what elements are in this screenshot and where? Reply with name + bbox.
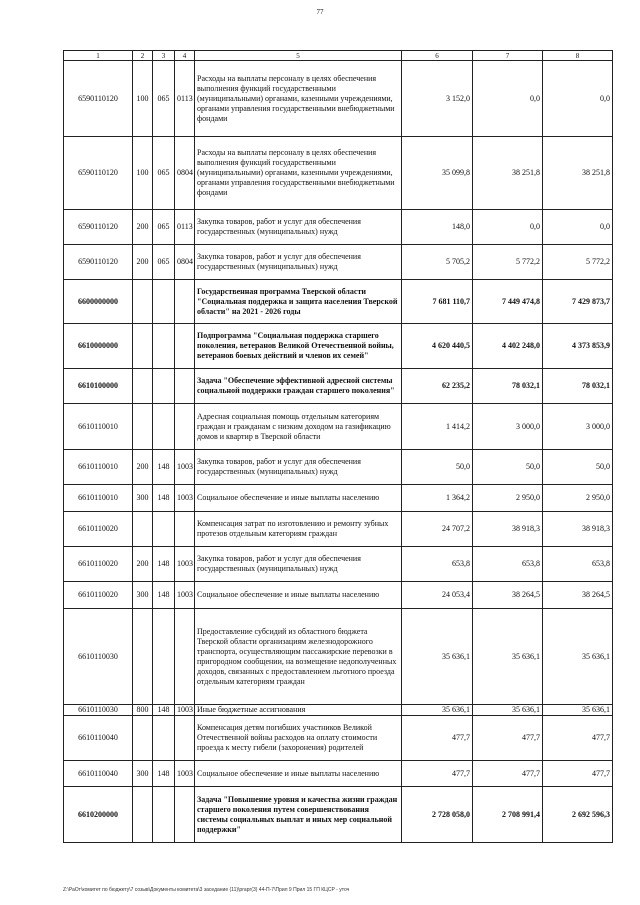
table-body <box>64 61 613 843</box>
description-cell: Иные бюджетные ассигнования <box>195 705 402 716</box>
department-code-cell <box>153 280 175 324</box>
amount-2026-cell: 50,0 <box>543 450 613 485</box>
amount-2026-cell: 4 373 853,9 <box>543 324 613 369</box>
department-code-cell <box>153 609 175 705</box>
amount-2026-cell: 3 000,0 <box>543 404 613 450</box>
amount-2026-cell: 0,0 <box>543 210 613 245</box>
budget-code-cell: 6590110120 <box>64 210 133 245</box>
header-cell: 5 <box>195 51 402 61</box>
expense-type-cell <box>133 787 153 843</box>
header-cell: 2 <box>133 51 153 61</box>
amount-2026-cell: 7 429 873,7 <box>543 280 613 324</box>
section-code-cell <box>175 324 195 369</box>
department-code-cell: 148 <box>153 450 175 485</box>
section-code-cell: 1003 <box>175 582 195 609</box>
header-cell: 4 <box>175 51 195 61</box>
department-code-cell <box>153 404 175 450</box>
description-cell: Закупка товаров, работ и услуг для обеспечения государственных (муниципальных) нужд <box>195 245 402 280</box>
table-row <box>64 61 613 137</box>
amount-2025-cell: 78 032,1 <box>473 369 543 404</box>
amount-2024-cell: 1 414,2 <box>402 404 473 450</box>
budget-code-cell: 6610110010 <box>64 450 133 485</box>
table-row <box>64 547 613 582</box>
expense-type-cell: 200 <box>133 210 153 245</box>
header-cell: 6 <box>402 51 473 61</box>
section-code-cell <box>175 787 195 843</box>
amount-2025-cell: 35 636,1 <box>473 609 543 705</box>
amount-2026-cell: 0,0 <box>543 61 613 137</box>
department-code-cell: 148 <box>153 485 175 512</box>
budget-code-cell: 6600000000 <box>64 280 133 324</box>
budget-code-cell: 6610100000 <box>64 369 133 404</box>
description-cell: Адресная социальная помощь отдельным категориям граждан и гражданам с низким доходом на газификацию домов и квартир в Тверской области <box>195 404 402 450</box>
expense-type-cell: 100 <box>133 61 153 137</box>
amount-2026-cell: 38 918,3 <box>543 512 613 547</box>
department-code-cell: 148 <box>153 705 175 716</box>
expense-type-cell: 200 <box>133 245 153 280</box>
section-code-cell <box>175 716 195 761</box>
page-number: 77 <box>316 8 324 16</box>
table-header <box>64 51 613 61</box>
amount-2026-cell: 78 032,1 <box>543 369 613 404</box>
table-row <box>64 485 613 512</box>
amount-2026-cell: 2 692 596,3 <box>543 787 613 843</box>
section-code-cell: 1003 <box>175 761 195 787</box>
budget-table <box>63 50 613 843</box>
table-row <box>64 404 613 450</box>
table-row <box>64 450 613 485</box>
amount-2024-cell: 24 707,2 <box>402 512 473 547</box>
amount-2026-cell: 35 636,1 <box>543 609 613 705</box>
budget-code-cell: 6610110030 <box>64 705 133 716</box>
expense-type-cell: 200 <box>133 450 153 485</box>
footer-path: Z:\РаОт\комитет по бюджету\7 созыв\Документы комитета\3 заседание (11)\pгарг(3) 44-П-7\Прил 9 Прил 15 ГП КЦСР - уточ <box>63 887 350 893</box>
amount-2026-cell: 5 772,2 <box>543 245 613 280</box>
section-code-cell: 0804 <box>175 245 195 280</box>
section-code-cell: 0113 <box>175 61 195 137</box>
expense-type-cell <box>133 716 153 761</box>
description-cell: Подпрограмма "Социальная поддержка старшего поколения, ветеранов Великой Отечественной войны, ветеранов боевых действий и членов их семей" <box>195 324 402 369</box>
budget-code-cell: 6610110020 <box>64 582 133 609</box>
header-cell: 1 <box>64 51 133 61</box>
amount-2025-cell: 3 000,0 <box>473 404 543 450</box>
expense-type-cell: 100 <box>133 137 153 210</box>
amount-2024-cell: 50,0 <box>402 450 473 485</box>
table-row <box>64 280 613 324</box>
table-row <box>64 324 613 369</box>
amount-2024-cell: 7 681 110,7 <box>402 280 473 324</box>
amount-2024-cell: 35 636,1 <box>402 705 473 716</box>
budget-code-cell: 6610110020 <box>64 512 133 547</box>
expense-type-cell: 300 <box>133 761 153 787</box>
department-code-cell <box>153 787 175 843</box>
budget-code-cell: 6590110120 <box>64 245 133 280</box>
expense-type-cell <box>133 280 153 324</box>
department-code-cell: 065 <box>153 210 175 245</box>
expense-type-cell <box>133 324 153 369</box>
budget-code-cell: 6610110020 <box>64 547 133 582</box>
description-cell: Социальное обеспечение и иные выплаты населению <box>195 582 402 609</box>
amount-2026-cell: 2 950,0 <box>543 485 613 512</box>
amount-2024-cell: 1 364,2 <box>402 485 473 512</box>
expense-type-cell <box>133 609 153 705</box>
amount-2025-cell: 477,7 <box>473 761 543 787</box>
section-code-cell: 0113 <box>175 210 195 245</box>
amount-2026-cell: 38 251,8 <box>543 137 613 210</box>
amount-2024-cell: 148,0 <box>402 210 473 245</box>
budget-code-cell: 6590110120 <box>64 137 133 210</box>
amount-2025-cell: 38 264,5 <box>473 582 543 609</box>
description-cell: Социальное обеспечение и иные выплаты населению <box>195 485 402 512</box>
header-row <box>64 51 613 61</box>
description-cell: Задача "Повышение уровня и качества жизни граждан старшего поколения путем совершенствования системы социальных выплат и иных мер социальной поддержки" <box>195 787 402 843</box>
amount-2026-cell: 477,7 <box>543 761 613 787</box>
amount-2024-cell: 62 235,2 <box>402 369 473 404</box>
section-code-cell <box>175 369 195 404</box>
department-code-cell <box>153 512 175 547</box>
description-cell: Компенсация затрат по изготовлению и ремонту зубных протезов отдельным категориям граждан <box>195 512 402 547</box>
table-row <box>64 137 613 210</box>
expense-type-cell <box>133 404 153 450</box>
department-code-cell: 148 <box>153 582 175 609</box>
expense-type-cell <box>133 369 153 404</box>
amount-2024-cell: 3 152,0 <box>402 61 473 137</box>
description-cell: Социальное обеспечение и иные выплаты населению <box>195 761 402 787</box>
section-code-cell: 0804 <box>175 137 195 210</box>
department-code-cell: 065 <box>153 245 175 280</box>
description-cell: Закупка товаров, работ и услуг для обеспечения государственных (муниципальных) нужд <box>195 547 402 582</box>
budget-code-cell: 6610110040 <box>64 716 133 761</box>
expense-type-cell: 300 <box>133 582 153 609</box>
section-code-cell: 1003 <box>175 705 195 716</box>
header-cell: 8 <box>543 51 613 61</box>
table-row <box>64 369 613 404</box>
amount-2025-cell: 35 636,1 <box>473 705 543 716</box>
expense-type-cell: 300 <box>133 485 153 512</box>
amount-2025-cell: 2 950,0 <box>473 485 543 512</box>
department-code-cell <box>153 324 175 369</box>
amount-2025-cell: 0,0 <box>473 61 543 137</box>
table-row <box>64 245 613 280</box>
amount-2026-cell: 38 264,5 <box>543 582 613 609</box>
amount-2024-cell: 477,7 <box>402 761 473 787</box>
department-code-cell <box>153 369 175 404</box>
table-row <box>64 787 613 843</box>
table-row <box>64 210 613 245</box>
description-cell: Закупка товаров, работ и услуг для обеспечения государственных (муниципальных) нужд <box>195 210 402 245</box>
description-cell: Компенсация детям погибших участников Великой Отечественной войны расходов на оплату стоимости проезда к месту гибели (захоронения) родителей <box>195 716 402 761</box>
header-cell: 3 <box>153 51 175 61</box>
amount-2024-cell: 477,7 <box>402 716 473 761</box>
amount-2026-cell: 653,8 <box>543 547 613 582</box>
description-cell: Расходы на выплаты персоналу в целях обеспечения выполнения функций государственными (муниципальными) органами, казенными учреждениями, органами управления государственными внебюджетными фондами <box>195 61 402 137</box>
amount-2025-cell: 38 251,8 <box>473 137 543 210</box>
amount-2025-cell: 2 708 991,4 <box>473 787 543 843</box>
department-code-cell <box>153 716 175 761</box>
amount-2024-cell: 5 705,2 <box>402 245 473 280</box>
amount-2026-cell: 477,7 <box>543 716 613 761</box>
department-code-cell: 148 <box>153 547 175 582</box>
amount-2025-cell: 38 918,3 <box>473 512 543 547</box>
amount-2024-cell: 35 099,8 <box>402 137 473 210</box>
table-row <box>64 705 613 716</box>
section-code-cell: 1003 <box>175 547 195 582</box>
budget-code-cell: 6610110010 <box>64 404 133 450</box>
section-code-cell <box>175 280 195 324</box>
amount-2025-cell: 653,8 <box>473 547 543 582</box>
amount-2025-cell: 4 402 248,0 <box>473 324 543 369</box>
amount-2024-cell: 2 728 058,0 <box>402 787 473 843</box>
expense-type-cell: 200 <box>133 547 153 582</box>
budget-code-cell: 6610200000 <box>64 787 133 843</box>
section-code-cell <box>175 512 195 547</box>
section-code-cell: 1003 <box>175 450 195 485</box>
amount-2024-cell: 653,8 <box>402 547 473 582</box>
budget-code-cell: 6610110040 <box>64 761 133 787</box>
department-code-cell: 148 <box>153 761 175 787</box>
header-cell: 7 <box>473 51 543 61</box>
amount-2025-cell: 477,7 <box>473 716 543 761</box>
amount-2025-cell: 5 772,2 <box>473 245 543 280</box>
amount-2025-cell: 7 449 474,8 <box>473 280 543 324</box>
amount-2024-cell: 24 053,4 <box>402 582 473 609</box>
expense-type-cell: 800 <box>133 705 153 716</box>
section-code-cell: 1003 <box>175 485 195 512</box>
table-row <box>64 609 613 705</box>
budget-code-cell: 6610110010 <box>64 485 133 512</box>
description-cell: Расходы на выплаты персоналу в целях обеспечения выполнения функций государственными (муниципальными) органами, казенными учреждениями, органами управления государственными внебюджетными фондами <box>195 137 402 210</box>
amount-2025-cell: 50,0 <box>473 450 543 485</box>
description-cell: Закупка товаров, работ и услуг для обеспечения государственных (муниципальных) нужд <box>195 450 402 485</box>
description-cell: Задача "Обеспечение эффективной адресной системы социальной поддержки граждан старшего поколения" <box>195 369 402 404</box>
budget-code-cell: 6590110120 <box>64 61 133 137</box>
amount-2024-cell: 35 636,1 <box>402 609 473 705</box>
table-row <box>64 716 613 761</box>
table-row <box>64 582 613 609</box>
table-row <box>64 761 613 787</box>
section-code-cell <box>175 404 195 450</box>
department-code-cell: 065 <box>153 137 175 210</box>
amount-2025-cell: 0,0 <box>473 210 543 245</box>
description-cell: Предоставление субсидий из областного бюджета Тверской области организациям железнодорожного транспорта, осуществляющим пассажирские перевозки в пригородном сообщении, на возмещение недополученных доходов, связанных с предоставлением льготного проезда отдельным категориям граждан <box>195 609 402 705</box>
budget-code-cell: 6610110030 <box>64 609 133 705</box>
budget-code-cell: 6610000000 <box>64 324 133 369</box>
table-row <box>64 512 613 547</box>
description-cell: Государственная программа Тверской области "Социальная поддержка и защита населения Тверской области" на 2021 - 2026 годы <box>195 280 402 324</box>
amount-2026-cell: 35 636,1 <box>543 705 613 716</box>
amount-2024-cell: 4 620 440,5 <box>402 324 473 369</box>
department-code-cell: 065 <box>153 61 175 137</box>
section-code-cell <box>175 609 195 705</box>
expense-type-cell <box>133 512 153 547</box>
